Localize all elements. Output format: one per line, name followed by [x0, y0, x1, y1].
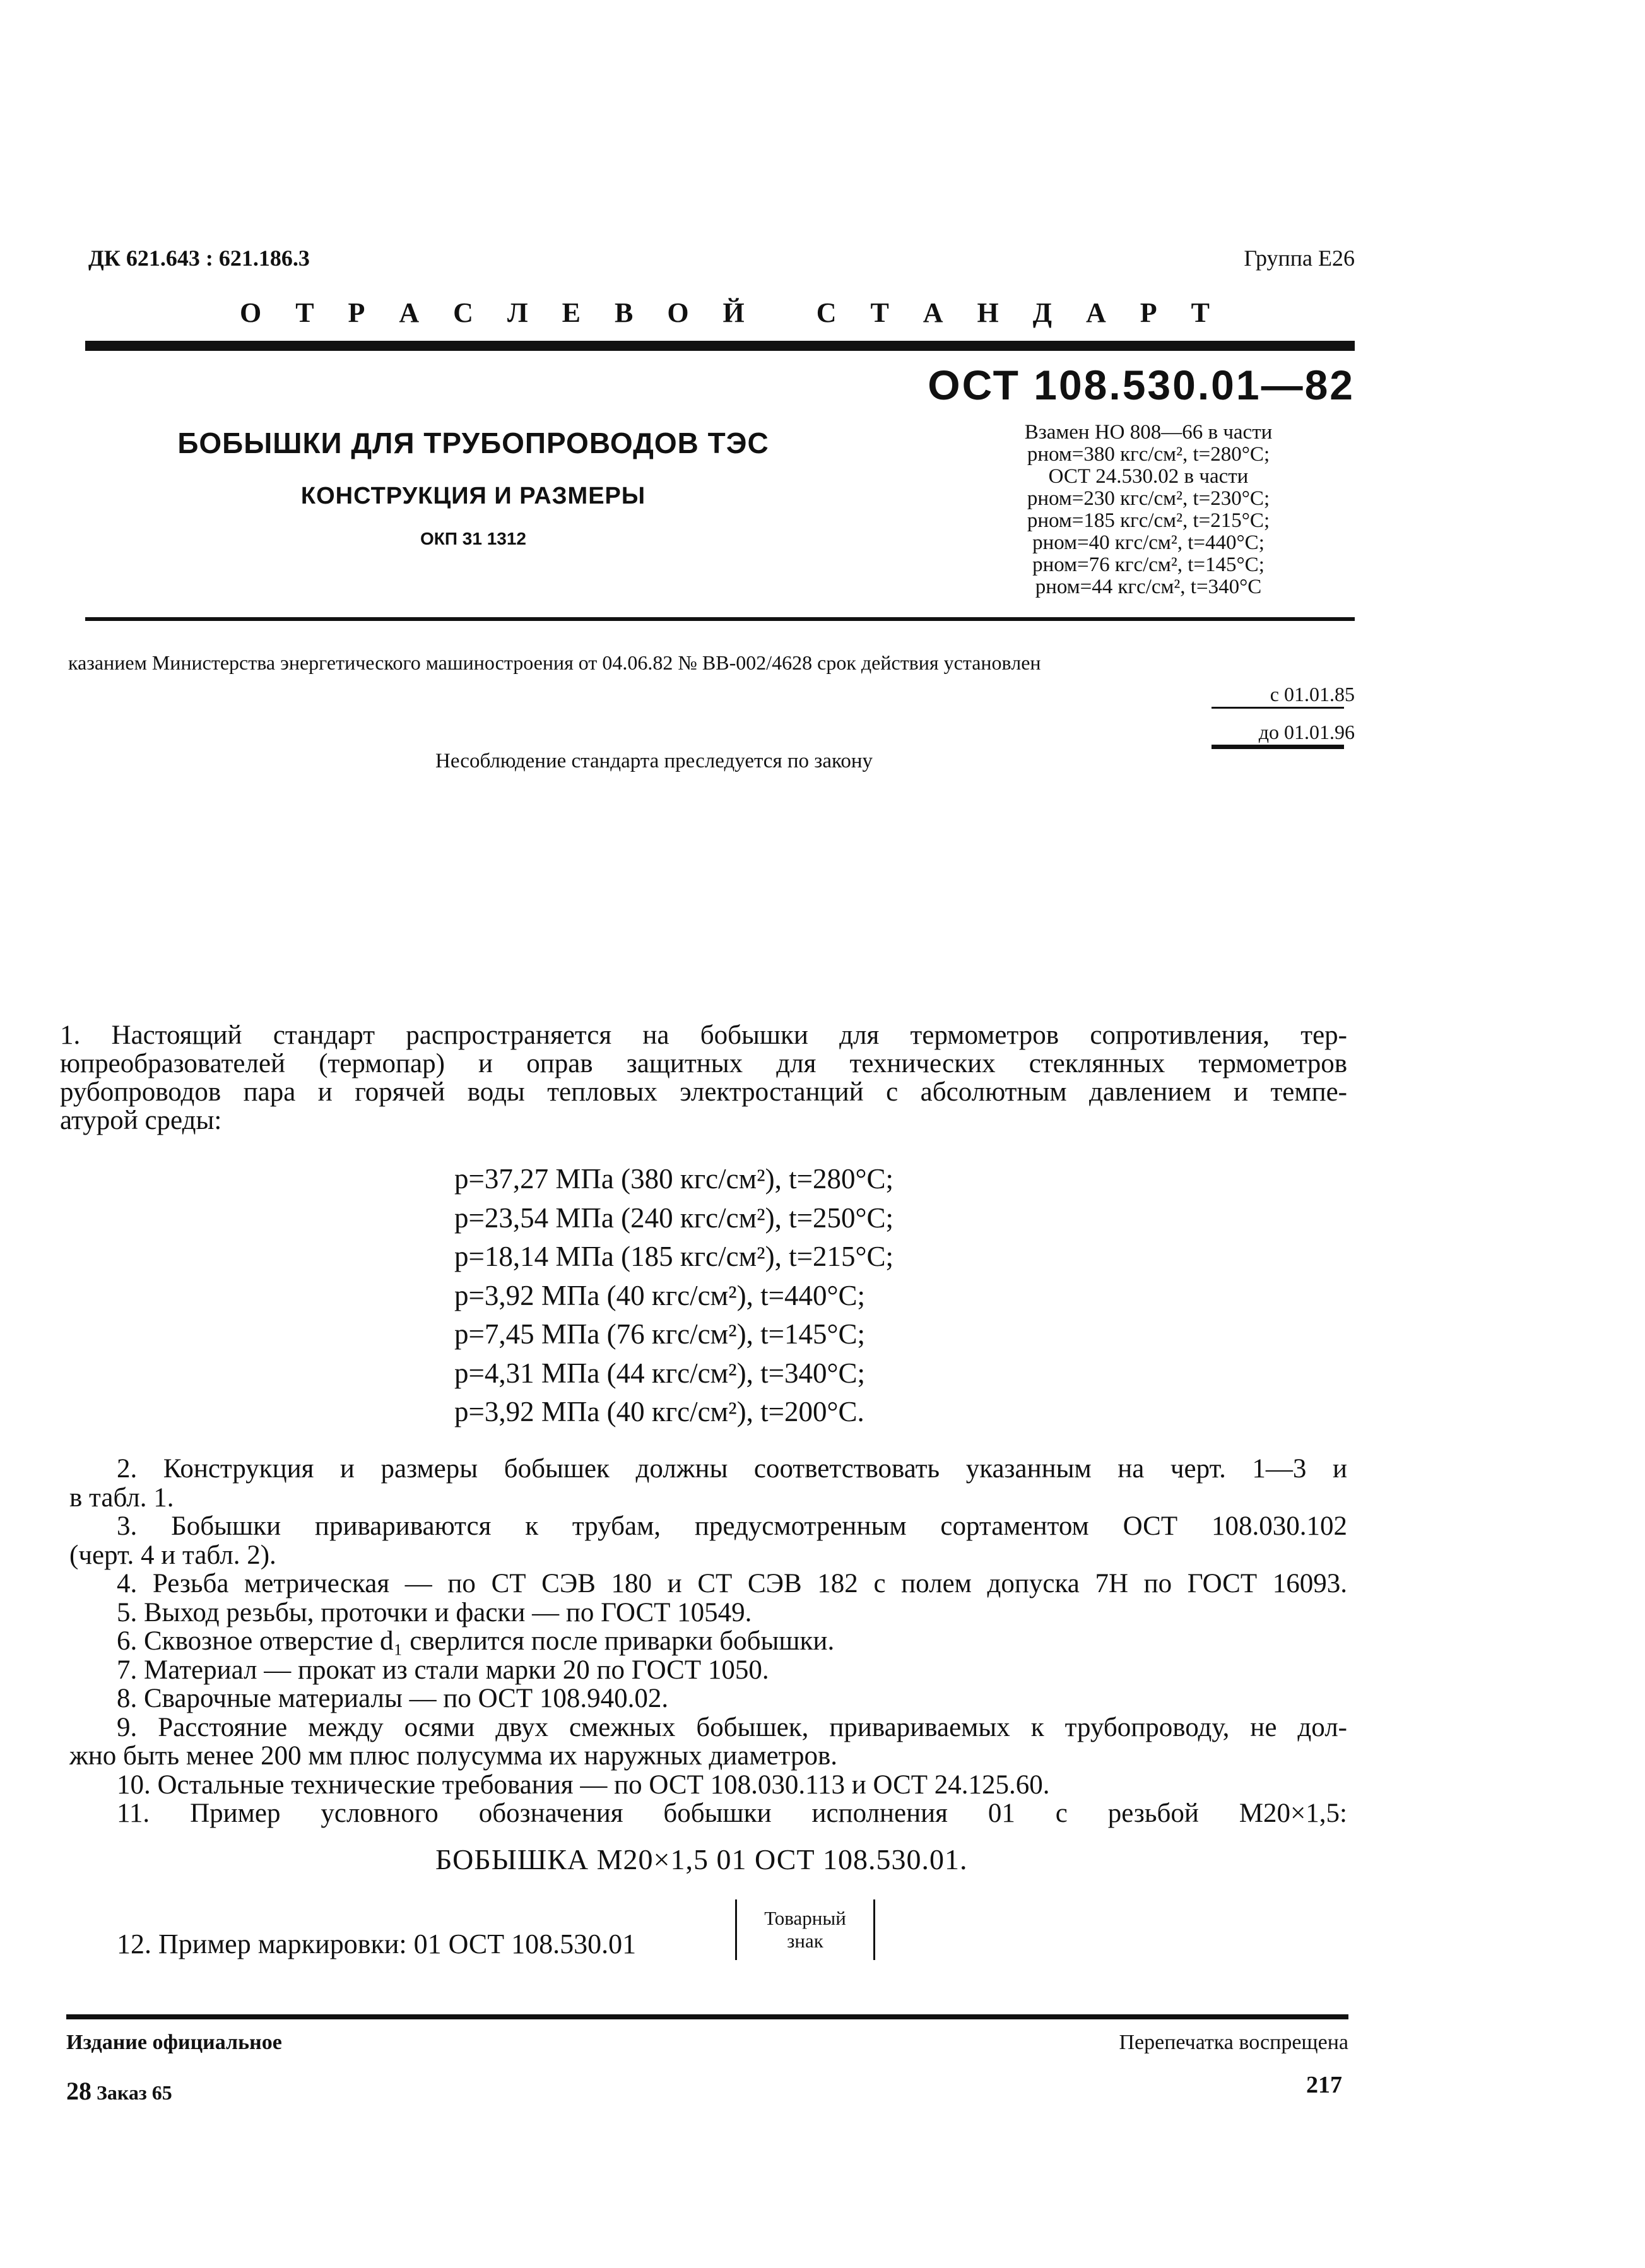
banner-letter: А [1086, 297, 1106, 328]
official-edition: Издание официальное [66, 2031, 282, 2054]
list-item: жно быть менее 200 мм плюс полусумма их наружных диаметров. [69, 1741, 838, 1771]
order-number: 28 [66, 2077, 91, 2105]
law-notice: Несоблюдение стандарта преследуется по закону [435, 750, 873, 772]
order-text: Заказ 65 [97, 2081, 172, 2104]
middle-rule [85, 617, 1355, 621]
paragraph-line: юпреобразователей (термопар) и оправ защитных для технических стеклянных термометров [60, 1049, 1347, 1078]
condition-line: p=7,45 МПа (76 кгс/см²), t=145°С; [454, 1318, 865, 1350]
requirements-list [69, 1455, 1347, 1828]
list-item: 10. Остальные технические требования — по ОСТ 108.030.113 и ОСТ 24.125.60. [117, 1769, 1050, 1800]
document-subtitle: КОНСТРУКЦИЯ И РАЗМЕРЫ [300, 483, 646, 509]
condition-line: p=18,14 МПа (185 кгс/см²), t=215°С; [454, 1241, 893, 1272]
condition-line: p=3,92 МПа (40 кгс/см²), t=200°С. [454, 1396, 864, 1427]
date-underline [1212, 707, 1344, 709]
condition-line: p=23,54 МПа (240 кгс/см²), t=250°С; [454, 1202, 893, 1234]
condition-line: p=4,31 МПа (44 кгс/см²), t=340°С; [454, 1357, 865, 1389]
banner-letter: С [453, 297, 473, 328]
banner-otraslevoy-standart [88, 297, 1355, 329]
paragraph-line: атурой среды: [60, 1106, 222, 1135]
udk-code: ДК 621.643 : 621.186.3 [88, 245, 310, 271]
top-rule [85, 341, 1355, 351]
banner-letter: А [399, 297, 420, 328]
paragraph-line: 1. Настоящий стандарт распространяется на бобышки для термометров сопротивления, тер- [60, 1020, 1347, 1050]
list-item: 6. Сквозное отверстие d₁ сверлится после приварки бобышки. [117, 1626, 835, 1656]
valid-from-date: с 01.01.85 [1270, 683, 1355, 706]
valid-to-date: до 01.01.96 [1258, 721, 1355, 743]
trademark-label: Товарный [764, 1907, 846, 1929]
list-item: 8. Сварочные материалы — по ОСТ 108.940.02. [117, 1684, 669, 1713]
list-item: 2. Конструкция и размеры бобышек должны соответствовать указанным на черт. 1—3 и [117, 1454, 1347, 1484]
document-title: БОБЫШКИ ДЛЯ ТРУБОПРОВОДОВ ТЭС [177, 427, 769, 459]
list-item: (черт. 4 и табл. 2). [69, 1540, 276, 1570]
banner-letter: С [816, 297, 837, 328]
trademark-box [735, 1899, 875, 1960]
list-item: 7. Материал — прокат из стали марки 20 по ГОСТ 1050. [117, 1655, 769, 1685]
reprint-notice: Перепечатка воспрещена [1119, 2031, 1348, 2054]
condition-line: p=3,92 МПа (40 кгс/см²), t=440°С; [454, 1279, 865, 1311]
banner-letter: Р [1140, 297, 1157, 328]
banner-letter: О [240, 297, 262, 328]
banner-letter: Е [562, 297, 581, 328]
bottom-rule [66, 2014, 1348, 2019]
banner-letter: В [614, 297, 634, 328]
replaces-line: ОСТ 24.530.02 в части [1048, 465, 1249, 488]
list-item: в табл. 1. [69, 1482, 174, 1513]
order-info [66, 2076, 172, 2106]
banner-letter: Т [870, 297, 889, 328]
date-underline [1212, 745, 1344, 749]
paragraph-1 [60, 1021, 1347, 1135]
condition-line: p=37,27 МПа (380 кгс/см²), t=280°С; [454, 1163, 893, 1195]
list-item: 3. Бобышки привариваются к трубам, предусмотренным сортаментом ОСТ 108.030.102 [117, 1511, 1347, 1541]
standard-number: ОСТ 108.530.01—82 [928, 362, 1355, 408]
page-number: 217 [1306, 2072, 1342, 2098]
okp-code: ОКП 31 1312 [420, 529, 526, 548]
replaces-line: pном=380 кгс/см², t=280°С; [1027, 443, 1270, 466]
group-code: Группа Е26 [1244, 245, 1355, 271]
banner-letter: О [667, 297, 689, 328]
banner-letter: Л [507, 297, 528, 328]
banner-letter: Д [1032, 297, 1052, 328]
banner-letter: Т [295, 297, 314, 328]
replaces-line: pном=76 кгс/см², t=145°С; [1032, 553, 1265, 576]
banner-letter: Т [1191, 297, 1210, 328]
list-item: 5. Выход резьбы, проточки и фаски — по ГОСТ 10549. [117, 1597, 752, 1627]
replaces-line: pном=185 кгс/см², t=215°С; [1027, 509, 1270, 532]
replaces-line: Взамен НО 808—66 в части [1024, 421, 1273, 444]
conditions-list [454, 1160, 893, 1432]
trademark-label: знак [787, 1930, 823, 1952]
banner-letter: Н [977, 297, 999, 328]
replaces-block [946, 422, 1350, 598]
marking-example: 12. Пример маркировки: 01 ОСТ 108.530.01 [117, 1928, 637, 1959]
banner-letter: Р [348, 297, 365, 328]
decree-text: казанием Министерства энергетического машиностроения от 04.06.82 № ВВ-002/4628 срок действия установлен [68, 651, 1041, 674]
paragraph-line: рубопроводов пара и горячей воды тепловых электростанций с абсолютным давлением и темпе- [60, 1077, 1347, 1107]
banner-letter: Й [722, 297, 745, 328]
list-item: 4. Резьба метрическая — по СТ СЭВ 180 и СТ СЭВ 182 с полем допуска 7Н по ГОСТ 16093. [117, 1569, 1347, 1598]
list-item: 11. Пример условного обозначения бобышки исполнения 01 с резьбой М20×1,5: [117, 1798, 1347, 1828]
replaces-line: pном=40 кгс/см², t=440°С; [1032, 531, 1265, 554]
replaces-line: pном=44 кгс/см², t=340°С [1035, 576, 1262, 598]
banner-letter: А [923, 297, 943, 328]
designation-example: БОБЫШКА М20×1,5 01 ОСТ 108.530.01. [435, 1843, 968, 1875]
list-item: 9. Расстояние между осями двух смежных бобышек, привариваемых к трубопроводу, не дол- [117, 1712, 1347, 1742]
replaces-line: pном=230 кгс/см², t=230°С; [1027, 487, 1270, 510]
